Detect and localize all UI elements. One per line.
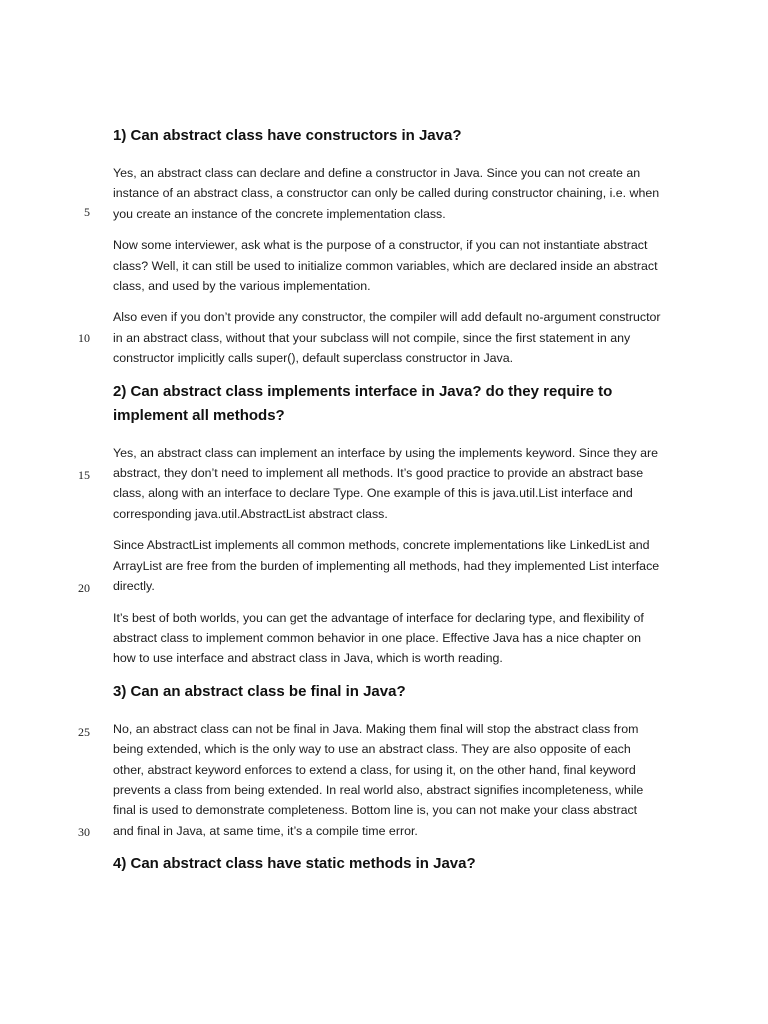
paragraph: No, an abstract class can not be final in Java. Making them final will stop the abstract class from being extended, which is the only way to use an abstract class. They are also opposite of each other, abstract keyword enforces to extend a class, for using it, on the other hand, final keyword prevents a class from being extended. In real world also, abstract signifies incompleteness, while final is used to demonstrate completeness. Bottom line is, you can not make your class abstract and final in Java, at same time, it’s a compile time error. bbox=[113, 721, 644, 838]
line-number: 5 bbox=[84, 205, 90, 219]
paragraph: Since AbstractList implements all common methods, concrete implementations like LinkedList and ArrayList are free from the burden of implementing all methods, had they implemented List interface directly. bbox=[113, 538, 660, 594]
section-heading: 1) Can abstract class have constructors in Java? bbox=[113, 127, 462, 144]
line-number: 15 bbox=[78, 468, 90, 482]
line-number: 30 bbox=[78, 825, 90, 839]
document-body bbox=[113, 124, 661, 876]
paragraph: Yes, an abstract class can declare and define a constructor in Java. Since you can not create an instance of an abstract class, a constructor can only be called during constructor chaining, i.e. when you create an instance of the concrete implementation class. bbox=[113, 166, 660, 221]
paragraph: Now some interviewer, ask what is the purpose of a constructor, if you can not instantiate abstract class? Well, it can still be used to initialize common variables, which are declared inside an abstract class, and used by the various implementation. bbox=[113, 238, 658, 294]
section-heading: 2) Can abstract class implements interface in Java? do they require to implement all methods? bbox=[113, 382, 613, 424]
section-heading: 4) Can abstract class have static methods in Java? bbox=[113, 855, 476, 873]
line-number: 25 bbox=[78, 725, 90, 739]
line-number: 10 bbox=[78, 331, 90, 345]
paragraph: Yes, an abstract class can implement an interface by using the implements keyword. Since they are abstract, they don’t need to implement all methods. It’s good practice to provide an abstract base class, along with an interface to declare Type. One example of this is java.util.List interface and corresponding java.util.AbstractList abstract class. bbox=[113, 445, 659, 521]
line-number: 20 bbox=[78, 581, 90, 595]
paragraph: Also even if you don’t provide any constructor, the compiler will add default no-argument constructor in an abstract class, without that your subclass will not compile, since the first statement in any constructor implicitly calls super(), default superclass constructor in Java. bbox=[113, 310, 661, 366]
section-heading: 3) Can an abstract class be final in Java? bbox=[113, 682, 406, 700]
paragraph: It’s best of both worlds, you can get the advantage of interface for declaring type, and flexibility of abstract class to implement common behavior in one place. Effective Java has a nice chapter on how to use interface and abstract class in Java, which is worth reading. bbox=[113, 610, 644, 666]
